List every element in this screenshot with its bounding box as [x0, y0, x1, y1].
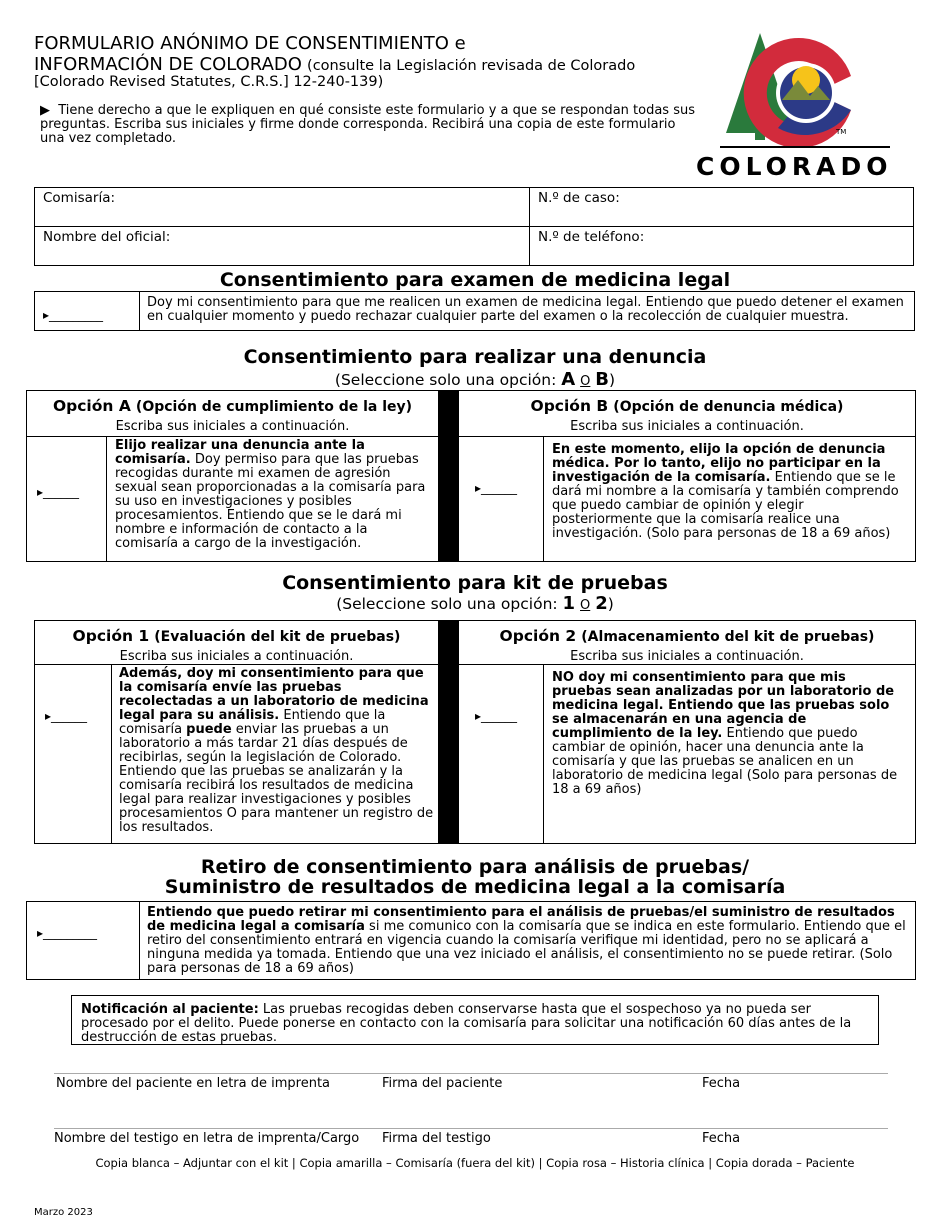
exam-consent-text: Doy mi consentimiento para que me realicen un examen de medicina legal. Entiendo que puedo detener el examen en cualquier momento y puedo rechazar cualquier parte del examen o la recolección de cualquier muestra.: [147, 295, 904, 324]
colorado-logo-icon: [718, 28, 898, 148]
phone-field[interactable]: N.º de teléfono:: [530, 227, 914, 266]
report-select-note: (Seleccione solo una opción: A O B): [334, 369, 616, 390]
form-title-line2-wrap: [34, 54, 635, 75]
divider: [543, 664, 544, 843]
officer-field[interactable]: Nombre del oficial:: [35, 227, 530, 266]
withdraw-text: Entiendo que puedo retirar mi consentimiento para el análisis de pruebas/el suministro de resultados de medicina legal a comisaría si me comunico con la comisaría que se indica en este formulario. Entiendo que el retiro del consentimiento entrará en vigencia cuando la comisaría verifique mi identidad, pero no se aplicará a ninguna medida ya tomada. Entiendo que una vez iniciado el análisis, el consentimiento no se puede retirar. (Solo para personas de 18 a 69 años): [147, 905, 906, 976]
option-a-text: Elijo realizar una denuncia ante la comisaría. Doy permiso para que las pruebas recogidas durante mi examen de agresión sexual sean proporcionadas a la comisaría para su uso en investigaciones y posibles procesamientos. Entiendo que se le dará mi nombre e información de contacto a la comisaría a cargo de la investigación.: [115, 438, 426, 551]
option-2-header: Opción 2 (Almacenamiento del kit de pruebas) Escriba sus iniciales a continuación.: [499, 627, 875, 664]
colorado-logo: [696, 28, 898, 183]
form-title-line2: INFORMACIÓN DE COLORADO: [34, 54, 302, 75]
divider: [106, 436, 107, 561]
option-1-initial-line[interactable]: ▸______: [45, 709, 88, 723]
select-or: O: [580, 374, 591, 389]
intro-text-wrap: [40, 104, 700, 146]
option-b-header: Opción B (Opción de denuncia médica) Escriba sus iniciales a continuación.: [530, 397, 844, 434]
withdraw-initial-line[interactable]: ▸_________: [37, 926, 98, 940]
signature-line-patient[interactable]: [54, 1073, 888, 1074]
option-a-header: Opción A (Opción de cumplimiento de la ley) Escriba sus iniciales a continuación.: [52, 397, 413, 434]
form-date: Marzo 2023: [34, 1207, 93, 1218]
logo-wordmark: COLORADO: [696, 152, 893, 181]
select-b: B: [595, 369, 610, 390]
agency-field[interactable]: Comisaría:: [35, 188, 530, 227]
withdraw-box: [26, 901, 916, 980]
option-2-initial-line[interactable]: ▸______: [475, 709, 518, 723]
signature-line-witness[interactable]: [54, 1128, 888, 1129]
divider: [35, 664, 438, 665]
patient-notice-box: [71, 995, 879, 1045]
patient-notice-text: Notificación al paciente: Las pruebas recogidas deben conservarse hasta que el sospechoso ya no pueda ser procesado por el delito. Puede ponerse en contacto con la comisaría para solicitar una notificación 60 días antes de la destrucción de estas pruebas.: [81, 1002, 852, 1045]
kit-select-note: (Seleccione solo una opción: 1 O 2): [336, 593, 614, 614]
statute-line: [Colorado Revised Statutes, C.R.S.] 12-240-139): [34, 74, 384, 90]
logo-rule: [720, 146, 890, 148]
header-fields-table: [34, 187, 914, 266]
report-section-title: Consentimiento para realizar una denuncia: [243, 346, 707, 368]
date-label-1: Fecha: [702, 1076, 741, 1091]
select-or: O: [580, 598, 591, 613]
report-options-box: [26, 390, 916, 562]
option-separator: [438, 391, 459, 561]
divider: [139, 292, 140, 330]
kit-section-title: Consentimiento para kit de pruebas: [282, 572, 668, 594]
exam-initial-line[interactable]: ▸_________: [43, 308, 104, 322]
option-a-initial-line[interactable]: ▸______: [37, 485, 80, 499]
witness-signature-label: Firma del testigo: [382, 1131, 491, 1146]
option-b-text: En este momento, elijo la opción de denuncia médica. Por lo tanto, elijo no participar en la investigación de la comisaría. Entiendo que se le dará mi nombre a la comisaría y también comprendo que puedo cambiar de opinión y elegir posteriormente que la comisaría realice una investigación. (Solo para personas de 18 a 69 años): [552, 442, 899, 541]
kit-options-box: [34, 620, 916, 844]
exam-consent-box: [34, 291, 915, 331]
option-1-header: Opción 1 (Evaluación del kit de pruebas) Escriba sus iniciales a continuación.: [72, 627, 401, 664]
select-2: 2: [595, 593, 608, 614]
form-title-cite: (consulte la Legislación revisada de Colorado: [307, 58, 636, 74]
withdraw-title-line2: Suministro de resultados de medicina legal a la comisaría: [164, 876, 786, 898]
option-b-initial-line[interactable]: ▸______: [475, 481, 518, 495]
divider: [111, 664, 112, 843]
divider: [459, 664, 915, 665]
intro-text: Tiene derecho a que le expliquen en qué consiste este formulario y a que se respondan todas sus preguntas. Escriba sus iniciales y firme donde corresponda. Recibirá una copia de este formulario una vez completado.: [40, 103, 695, 146]
divider: [543, 436, 544, 561]
case-no-field[interactable]: N.º de caso:: [530, 188, 914, 227]
select-a: A: [561, 369, 576, 390]
option-1-text: Además, doy mi consentimiento para que la comisaría envíe las pruebas recolectadas a un laboratorio de medicina legal para su análisis. Entiendo que la comisaría puede enviar las pruebas a un laboratorio a más tardar 21 días después de recibirlas, según la legislación de Colorado. Entiendo que las pruebas se analizarán y la comisaría recibirá los resultados de medicina legal para realizar investigaciones y posibles procesamientos O para mantener un registro de los resultados.: [119, 666, 434, 835]
option-separator: [438, 621, 459, 843]
play-arrow-icon: ▶: [40, 103, 59, 118]
select-1: 1: [562, 593, 576, 614]
divider: [139, 902, 140, 979]
divider: [459, 436, 915, 437]
copy-distribution-footer: Copia blanca – Adjuntar con el kit | Copia amarilla – Comisaría (fuera del kit) | Copia rosa – Historia clínica | Copia dorada – Paciente: [95, 1156, 855, 1170]
logo-tm: TM: [836, 128, 847, 136]
witness-name-label: Nombre del testigo en letra de imprenta/Cargo: [54, 1131, 360, 1146]
date-label-2: Fecha: [702, 1131, 741, 1146]
patient-signature-label: Firma del paciente: [382, 1076, 503, 1091]
exam-section-title: Consentimiento para examen de medicina legal: [219, 269, 731, 291]
form-title-line1: FORMULARIO ANÓNIMO DE CONSENTIMIENTO e: [34, 33, 466, 54]
option-2-text: NO doy mi consentimiento para que mis pruebas sean analizadas por un laboratorio de medicina legal. Entiendo que las pruebas solo se almacenarán en una agencia de cumplimiento de la ley. Entiendo que puedo cambiar de opinión, hacer una denuncia ante la comisaría y que las pruebas se analicen en un laboratorio de medicina legal (Solo para personas de 18 a 69 años): [552, 670, 898, 797]
patient-name-label: Nombre del paciente en letra de imprenta: [56, 1076, 331, 1091]
divider: [27, 436, 438, 437]
withdraw-title-line1: Retiro de consentimiento para análisis de pruebas/: [200, 856, 750, 878]
